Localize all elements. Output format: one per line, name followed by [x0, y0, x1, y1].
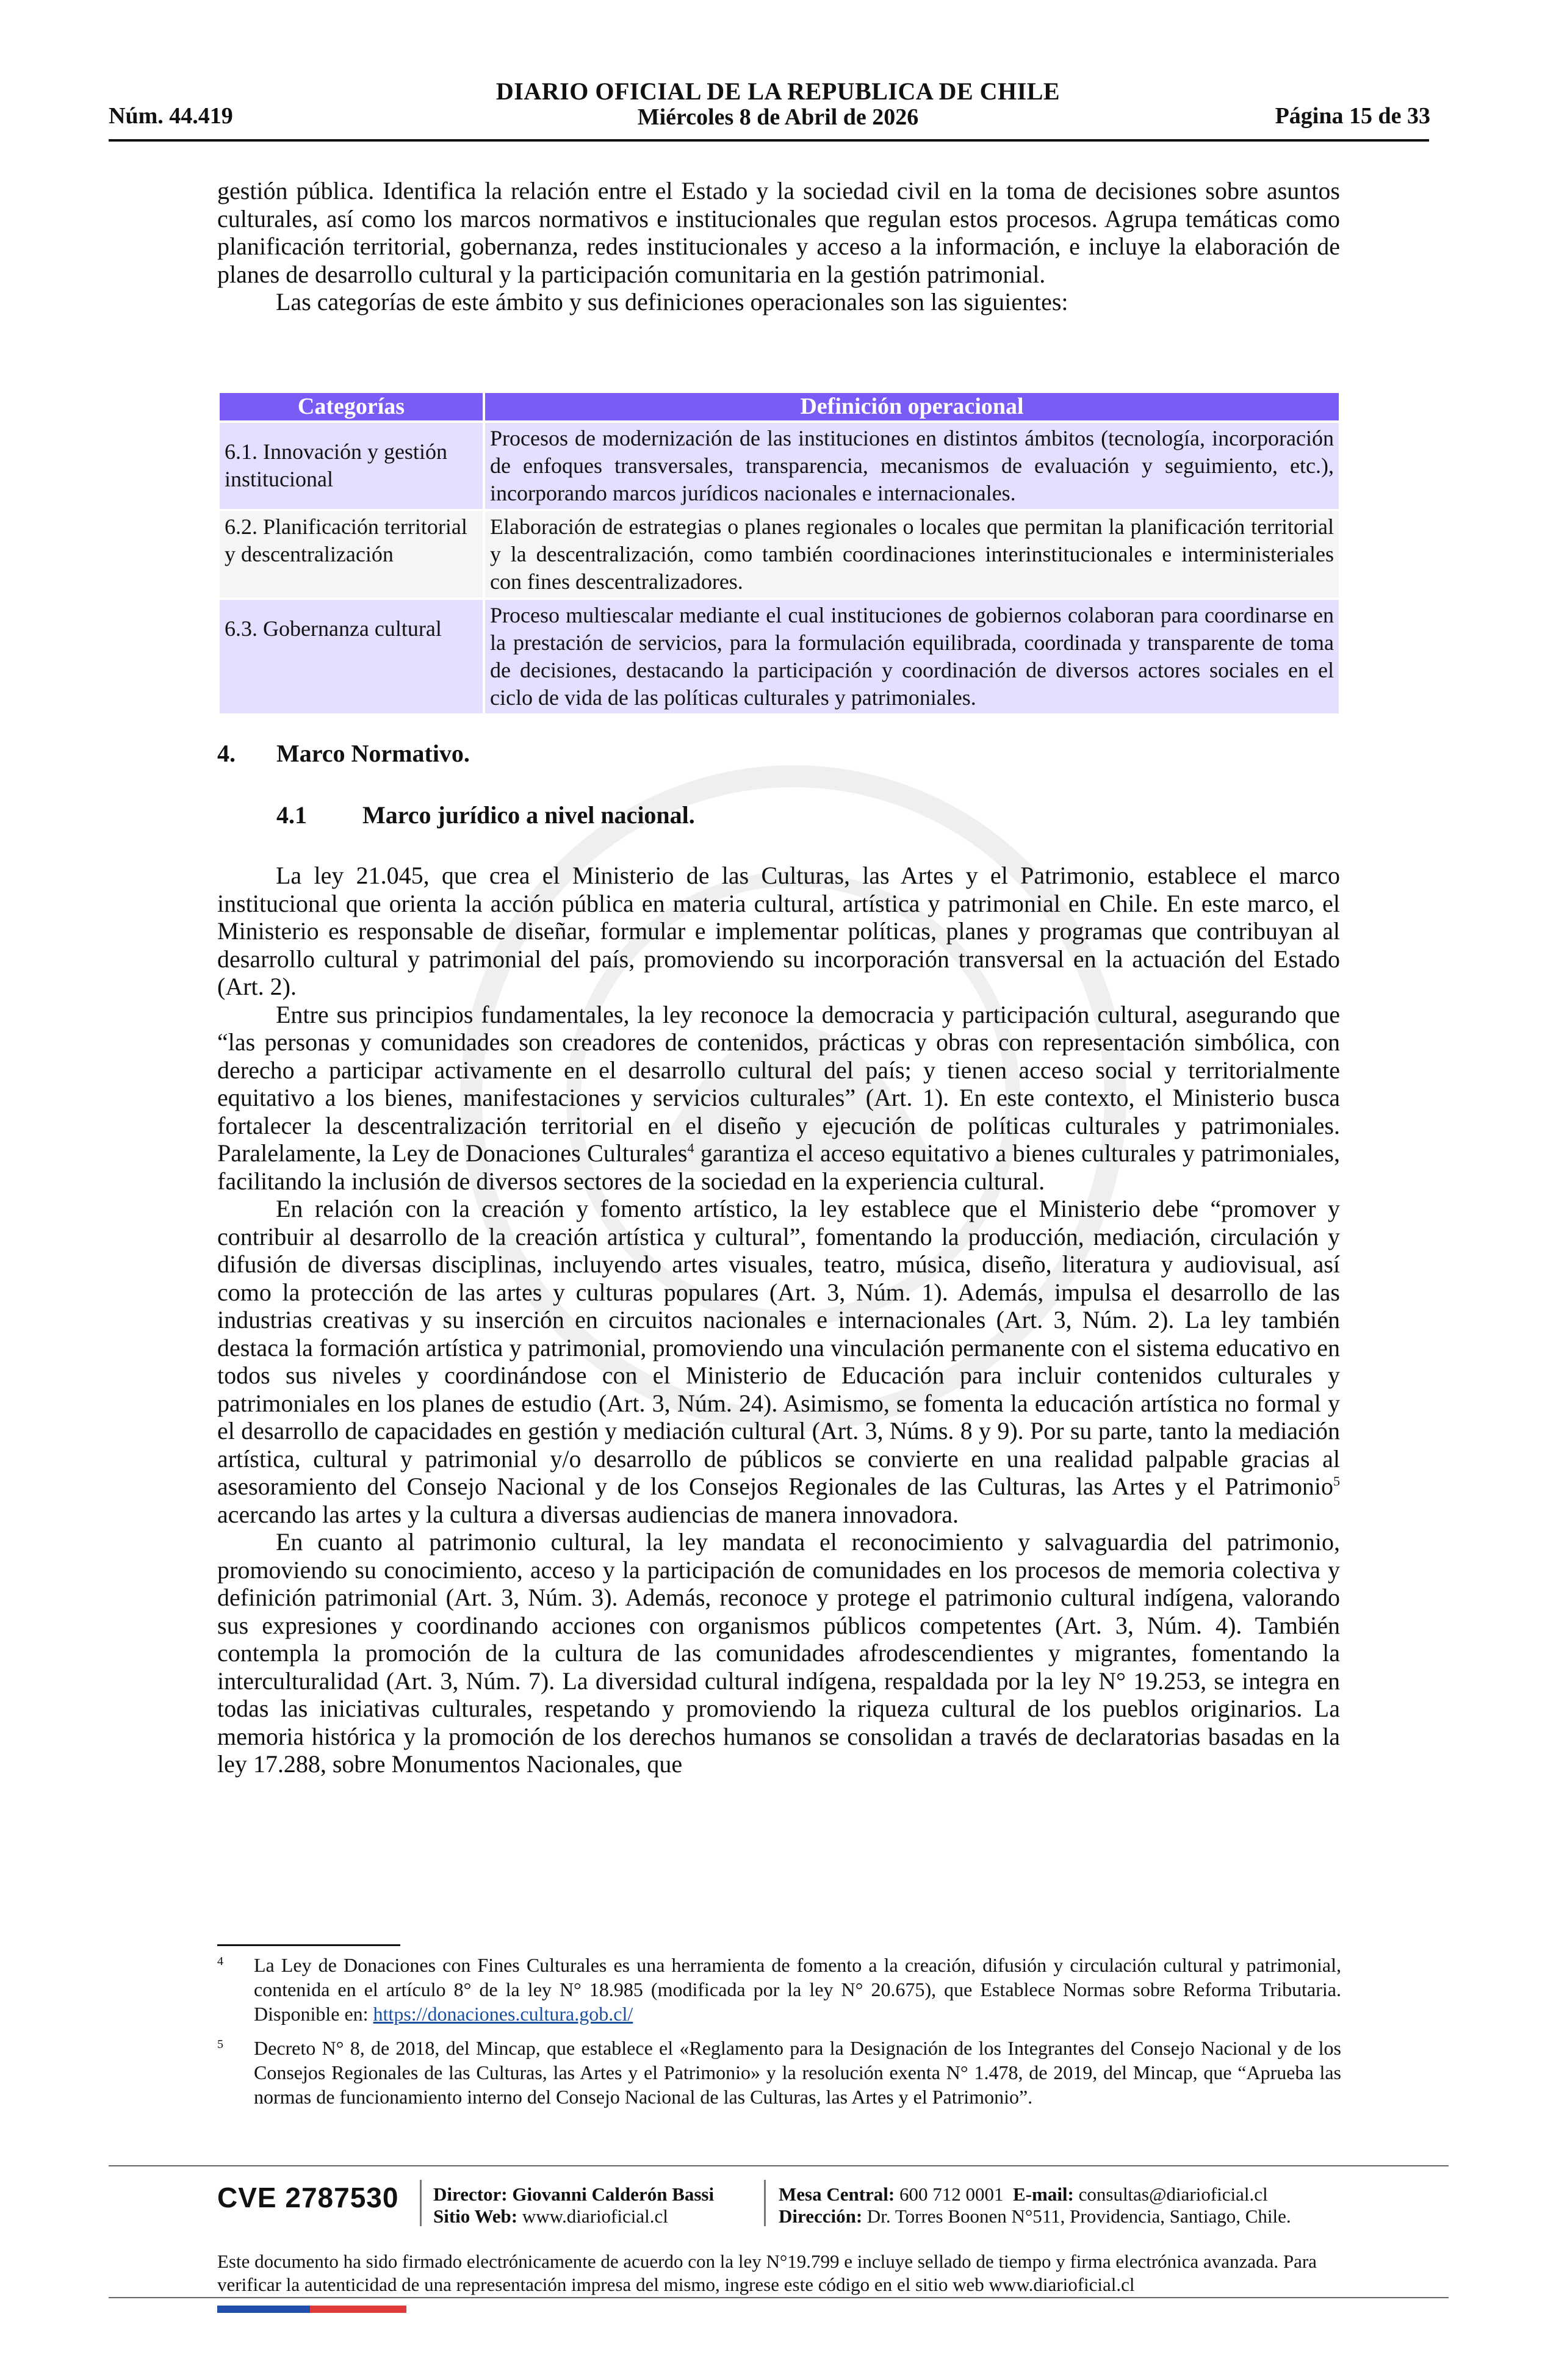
footnote-ref[interactable]: 4 [687, 1140, 694, 1156]
definition-cell: Proceso multiescalar mediante el cual instituciones de gobiernos colaboran para coordinarse en la prestación de servicios, para la formulación equilibrada, coordinada y transparente de toma de decisiones, destacando la participación y coordinación de diversos actores sociales en el ciclo de vida de las políticas culturales y patrimoniales. [485, 600, 1339, 713]
publication-date: Miércoles 8 de Abril de 2026 [637, 104, 919, 130]
category-cell: 6.3. Gobernanza cultural [220, 600, 483, 713]
intro-paragraph: gestión pública. Identifica la relación entre el Estado y la sociedad civil en la toma de decisiones sobre asuntos culturales, así como los marcos normativos e institucionales que regulan estos procesos. Agrupa temáticas como planificación territorial, gobernanza, redes institucionales y acceso a la información, e incluye la elaboración de planes de desarrollo cultural y la participación comunitaria en la gestión patrimonial. [217, 177, 1340, 288]
body-paragraph: En relación con la creación y fomento artístico, la ley establece que el Ministerio debe “promover y contribuir al desarrollo de la creación artística y cultural”, fomentando la producción, mediación, circulación y difusión de diversas disciplinas, incluyendo artes visuales, teatro, música, diseño, literatura y audiovisual, así como la protección de las artes y culturas populares (Art. 3, Núm. 1). Además, impulsa el desarrollo de las industrias creativas y su inserción en circuitos nacionales e internacionales (Art. 3, Núm. 2). La ley también destaca la formación artística y patrimonial, promoviendo una vinculación permanente con el sistema educativo en todos sus niveles y coordinándose con el Ministerio de Educación para incluir contenidos culturales y patrimoniales en los planes de estudio (Art. 3, Núm. 24). Asimismo, se fomenta la educación artística no formal y el desarrollo de capacidades en gestión y mediación cultural (Art. 3, Núms. 8 y 9). Por su parte, tanto la mediación artística, cultural y patrimonial y/o desarrollo de públicos se convierte en una realidad palpable gracias al asesoramiento del Consejo Nacional y de los Consejos Regionales de las Culturas, las Artes y el Patrimonio$^5$ acercando las artes y la cultura a diversas audiencias de manera innovadora. [217, 1195, 1340, 1528]
issue-number: Núm. 44.419 [109, 103, 233, 129]
body-paragraph: Entre sus principios fundamentales, la ley reconoce la democracia y participación cultural, asegurando que “las personas y comunidades son creadores de contenidos, prácticas y obras con representación simbólica, con derecho a participar activamente en el desarrollo cultural del país; y tienen acceso social y territorialmente equitativo a los bienes, manifestaciones y servicios culturales” (Art. 1). En este contexto, el Ministerio busca fortalecer la descentralización territorial en el diseño y ejecución de políticas culturales y patrimoniales. Paralelamente, la Ley de Donaciones Culturales$^4$ garantiza el acceso equitativo a bienes culturales y patrimoniales, facilitando la inclusión de diversos sectores de la sociedad en la experiencia cultural. [217, 1000, 1340, 1195]
phone: 600 712 0001 [899, 2183, 1004, 2205]
footnote-ref[interactable]: 5 [1333, 1473, 1340, 1489]
body-paragraph: En cuanto al patrimonio cultural, la ley mandata el reconocimiento y salvaguardia del patrimonio, promoviendo su conocimiento, acceso y la participación de comunidades en los procesos de memoria colectiva y definición patrimonial (Art. 3, Núm. 3). Además, reconoce y protege el patrimonio cultural indígena, valorando sus expresiones y coordinando acciones con organismos públicos competentes (Art. 3, Núm. 4). También contempla la promoción de la cultura de las comunidades afrodescendientes y migrantes, fomentando la interculturalidad (Art. 3, Núm. 7). La diversidad cultural indígena, respaldada por la ley N° 19.253, se integra en todas las iniciativas culturales, respetando y promoviendo la riqueza cultural de los pueblos originarios. La memoria histórica y la promoción de los derechos humanos se consolidan a través de declaratorias basadas en la ley 17.288, sobre Monumentos Nacionales, que [217, 1528, 1340, 1778]
body-paragraph: La ley 21.045, que crea el Ministerio de las Culturas, las Artes y el Patrimonio, establece el marco institucional que orienta la acción pública en materia cultural, artística y patrimonial en Chile. En este marco, el Ministerio es responsable de diseñar, formular e implementar políticas, planes y programas que contribuyan al desarrollo cultural y patrimonial del país, promoviendo su incorporación transversal en la actuación del Estado (Art. 2). [217, 862, 1340, 1000]
footer-separator [420, 2180, 422, 2226]
footnote-divider [217, 1944, 400, 1946]
director-name: Giovanni Calderón Bassi [512, 2183, 715, 2205]
cve-code: CVE 2787530 [217, 2182, 399, 2213]
email[interactable]: consultas@diarioficial.cl [1078, 2183, 1268, 2205]
header-divider [109, 139, 1429, 142]
address: Dr. Torres Boonen N°511, Providencia, Santiago, Chile. [866, 2205, 1291, 2227]
flag-stripe-red [310, 2306, 406, 2313]
category-cell: 6.1. Innovación y gestión institucional [220, 423, 483, 509]
footnote: 5 Decreto N° 8, de 2018, del Mincap, que establece el «Reglamento para la Designación de los Integrantes del Consejo Nacional y de los Consejos Regionales de las Culturas, las Artes y el Patrimonio» y la resolución exenta N° 1.478, de 2019, del Mincap, que “Aprueba las normas de funcionamiento interno del Consejo Nacional de las Culturas, las Artes y el Patrimonio”. [217, 2036, 1341, 2109]
table-row [220, 511, 1339, 597]
intro-block [217, 177, 1340, 316]
table-row [220, 600, 1339, 713]
category-cell: 6.2. Planificación territorial y descentralización [220, 511, 483, 597]
definition-cell: Elaboración de estrategias o planes regionales o locales que permitan la planificación territorial y la descentralización, como también coordinaciones interinstitucionales e interministeriales con fines descentralizadores. [485, 511, 1339, 597]
footnote-mark: 4 [217, 1955, 223, 1968]
footer-divider [109, 2165, 1449, 2166]
flag-stripe-blue [217, 2306, 310, 2313]
signature-note: Este documento ha sido firmado electrónicamente de acuerdo con la ley N°19.799 e incluye sellado de tiempo y firma electrónica avanzada. Para verificar la autenticidad de una representación impresa del mismo, ingrese este código en el sitio web www.diarioficial.cl [217, 2251, 1317, 2295]
categories-table [217, 391, 1341, 716]
intro-lead: Las categorías de este ámbito y sus definiciones operacionales son las siguientes: [276, 288, 1068, 316]
donaciones-link[interactable]: https://donaciones.cultura.gob.cl/ [373, 2003, 633, 2025]
footer-separator [764, 2180, 766, 2226]
website[interactable]: www.diarioficial.cl [522, 2205, 668, 2227]
body-block [217, 862, 1340, 1778]
subsection-number: 4.1 [276, 801, 307, 829]
column-header-categories: Categorías [220, 393, 483, 420]
footer-divider [109, 2297, 1449, 2298]
section-number: 4. [217, 740, 236, 767]
director-block: Director: Giovanni Calderón Bassi Sitio Web: www.diarioficial.cl [433, 2183, 715, 2227]
page-indicator: Página 15 de 33 [1275, 103, 1430, 129]
section-title: Marco Normativo. [276, 740, 470, 767]
column-header-definition: Definición operacional [485, 393, 1339, 420]
contact-block: Mesa Central: 600 712 0001 E-mail: consultas@diarioficial.cl Dirección: Dr. Torres Boonen N°511, Providencia, Santiago, Chile. [779, 2183, 1291, 2227]
subsection-title: Marco jurídico a nivel nacional. [362, 801, 695, 829]
footnote-mark: 5 [217, 2038, 223, 2051]
publication-title: DIARIO OFICIAL DE LA REPUBLICA DE CHILE [495, 78, 1061, 105]
table-row [220, 423, 1339, 509]
table-header-row [220, 393, 1339, 420]
definition-cell: Procesos de modernización de las instituciones en distintos ámbitos (tecnología, incorporación de enfoques transversales, transparencia, mecanismos de evaluación y seguimiento, etc.), incorporando marcos jurídicos nacionales e internacionales. [485, 423, 1339, 509]
footnote: 4 La Ley de Donaciones con Fines Culturales es una herramienta de fomento a la creación, difusión y circulación cultural y patrimonial, contenida en el artículo 8° de la ley N° 18.985 (modificada por la ley N° 20.675), que Establece Normas sobre Reforma Tributaria. Disponible en: https://donaciones.cultura.gob.cl/ [217, 1953, 1341, 2026]
